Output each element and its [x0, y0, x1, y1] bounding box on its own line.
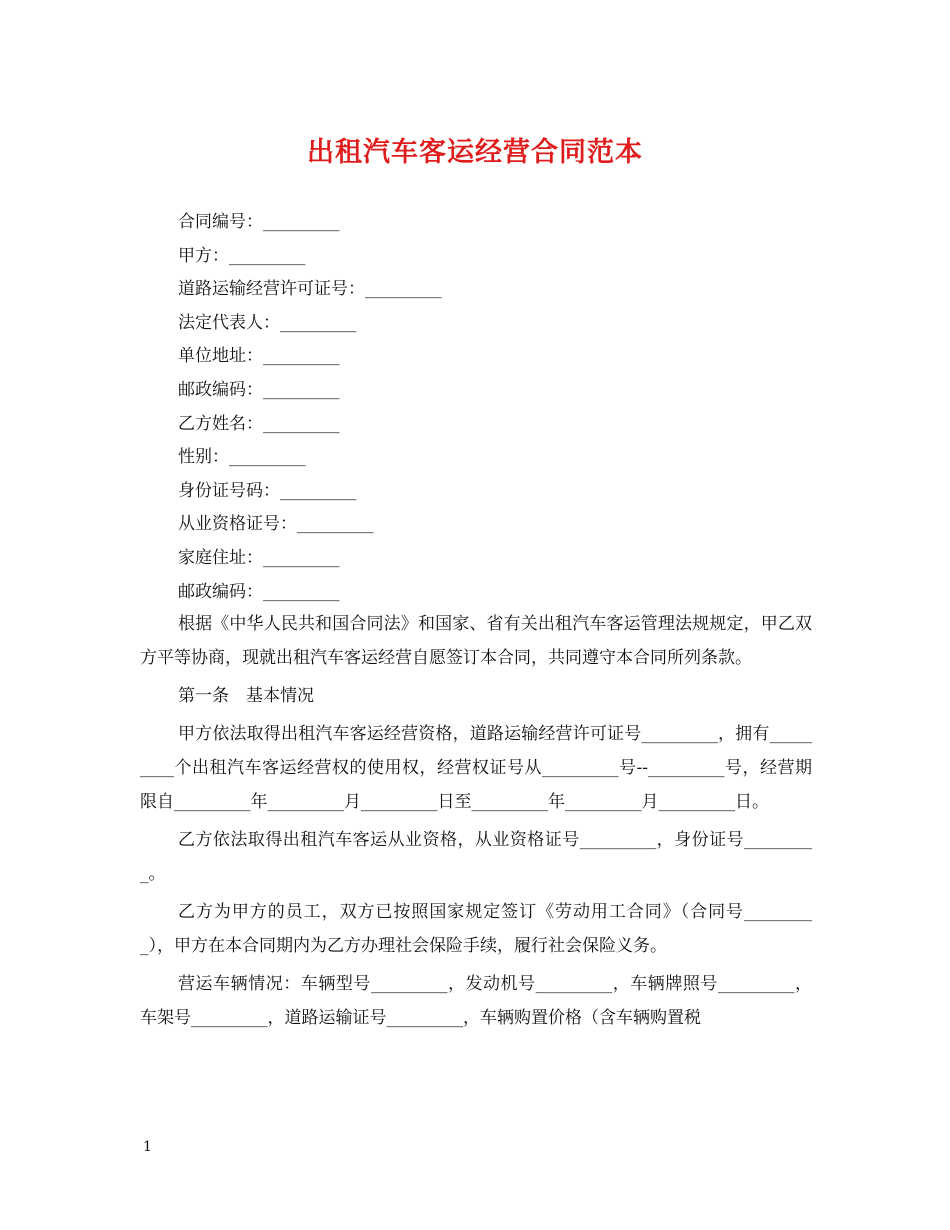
- field-id-number: 身份证号码：_________: [178, 480, 357, 501]
- field-legal-representative: 法定代表人：_________: [178, 312, 357, 333]
- field-road-transport-license: 道路运输经营许可证号：_________: [178, 279, 442, 300]
- field-party-a-postal-code: 邮政编码：_________: [178, 379, 340, 400]
- contract-party-fields: [178, 208, 818, 611]
- contract-body: [140, 607, 812, 1035]
- field-qualification-number: 从业资格证号：_________: [178, 514, 374, 535]
- document-title: 出租汽车客运经营合同范本: [307, 137, 643, 168]
- field-party-b-postal-code: 邮政编码：_________: [178, 581, 340, 602]
- vehicle-info-paragraph: 营运车辆情况：车辆型号_________，发动机号_________，车辆牌照号_________，车架号_________，道路运输证号_________，车辆购置价格（含车辆购置税: [140, 974, 812, 1028]
- field-party-b-name: 乙方姓名：_________: [178, 413, 340, 434]
- page-number: 1: [143, 1139, 152, 1155]
- intro-paragraph: 根据《中华人民共和国合同法》和国家、省有关出租汽车客运管理法规规定，甲乙双方平等协商，现就出租汽车客运经营自愿签订本合同，共同遵守本合同所列条款。: [140, 614, 812, 668]
- field-home-address: 家庭住址：_________: [178, 547, 340, 568]
- field-contract-number: 合同编号：_________: [178, 212, 340, 232]
- field-company-address: 单位地址：_________: [178, 346, 340, 367]
- party-a-qualification-paragraph: 甲方依法取得出租汽车客运经营资格，道路运输经营许可证号_________，拥有_________个出租汽车客运经营权的使用权，经营权证号从_________号--_________号，经营期限自_________年_________月_________日至_________年_________月_________日。: [140, 724, 812, 812]
- employment-paragraph: 乙方为甲方的员工，双方已按照国家规定签订《劳动用工合同》（合同号_________），甲方在本合同期内为乙方办理社会保险手续，履行社会保险义务。: [140, 902, 812, 956]
- party-b-qualification-paragraph: 乙方依法取得出租汽车客运从业资格，从业资格证号_________，身份证号_________。: [140, 830, 812, 884]
- field-party-a: 甲方：_________: [178, 245, 306, 266]
- article-1-heading: 第一条 基本情况: [178, 686, 314, 706]
- field-gender: 性别：_________: [178, 447, 306, 468]
